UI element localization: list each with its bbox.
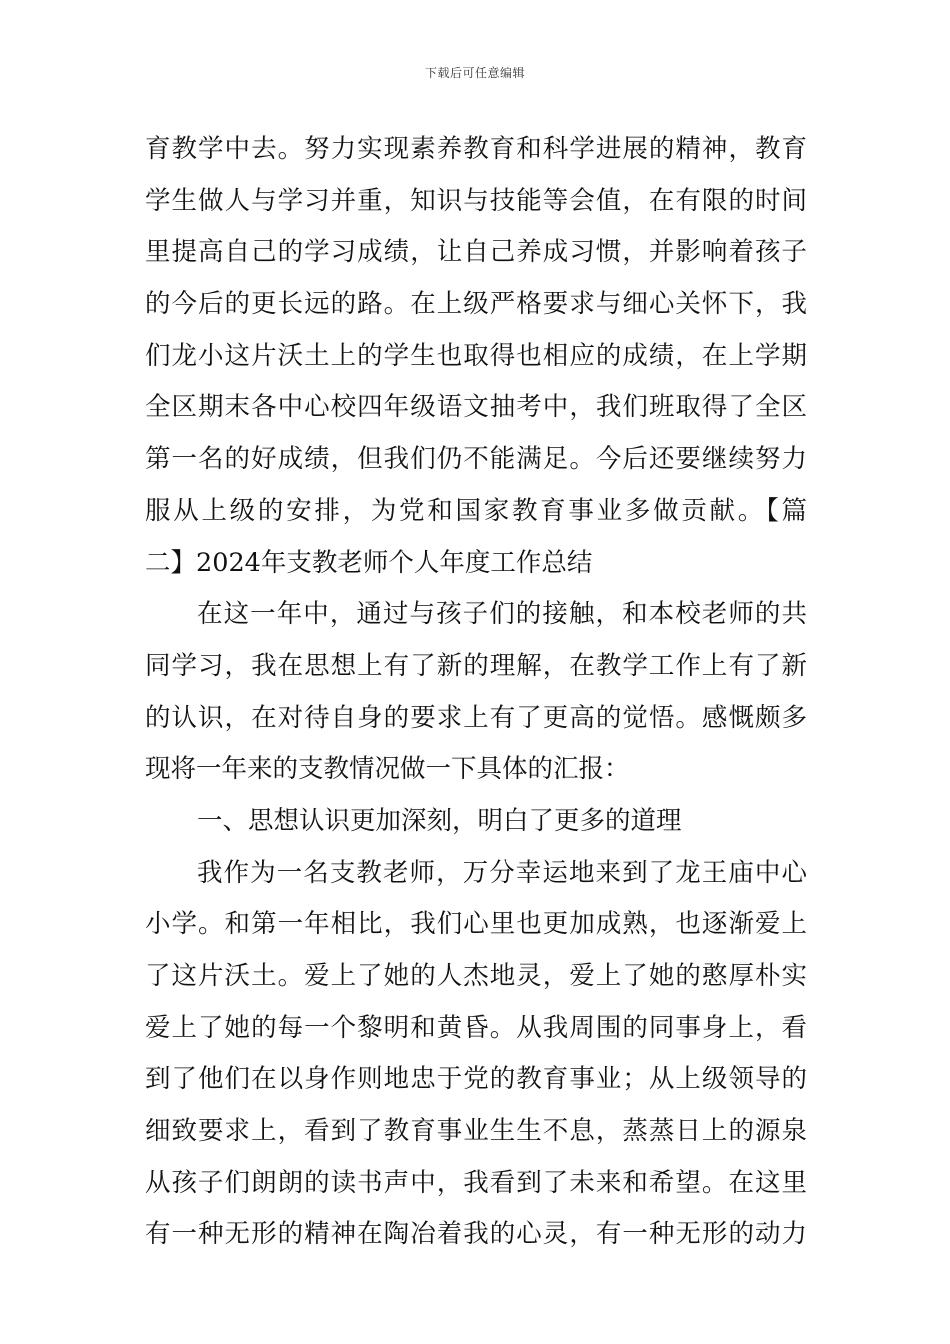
text-line: 细致要求上，看到了教育事业生生不息，蒸蒸日上的源泉: [145, 1116, 807, 1147]
text-line: 的认识，在对待自身的要求上有了更高的觉悟。感慨颇多: [145, 702, 807, 733]
text-line: 同学习，我在思想上有了新的理解，在教学工作上有了新: [145, 650, 807, 681]
text-line: 有一种无形的精神在陶冶着我的心灵，有一种无形的动力: [145, 1219, 807, 1250]
paragraph-start-line: 我作为一名支教老师，万分幸运地来到了龙王庙中心: [197, 857, 807, 888]
text-line: 到了他们在以身作则地忠于党的教育事业；从上级领导的: [145, 1064, 807, 1095]
text-line: 里提高自己的学习成绩，让自己养成习惯，并影响着孩子: [145, 237, 807, 268]
text-line: 了这片沃土。爱上了她的人杰地灵，爱上了她的憨厚朴实: [145, 961, 807, 991]
text-line: 爱上了她的每一个黎明和黄昏。从我周围的同事身上，看: [145, 1012, 807, 1043]
body-text: [145, 124, 807, 1261]
text-line: 们龙小这片沃土上的学生也取得也相应的成绩，在上学期: [145, 340, 807, 371]
section-title-line: 二】2024年支教老师个人年度工作总结: [145, 547, 593, 578]
subheading-line: 一、思想认识更加深刻，明白了更多的道理: [197, 805, 682, 836]
text-line: 从孩子们朗朗的读书声中，我看到了未来和希望。在这里: [145, 1167, 807, 1198]
text-line: 全区期末各中心校四年级语文抽考中，我们班取得了全区: [145, 392, 807, 423]
paragraph-start-line: 在这一年中，通过与孩子们的接触，和本校老师的共: [197, 599, 807, 630]
text-line: 现将一年来的支教情况做一下具体的汇报：: [145, 754, 630, 785]
text-line: 服从上级的安排，为党和国家教育事业多做贡献。【篇: [145, 495, 807, 526]
text-line: 的今后的更长远的路。在上级严格要求与细心关怀下，我: [145, 289, 807, 320]
page-header: 下载后可任意编辑: [424, 66, 525, 80]
text-line: 小学。和第一年相比，我们心里也更加成熟，也逐渐爱上: [145, 909, 807, 940]
text-line: 第一名的好成绩，但我们仍不能满足。今后还要继续努力: [145, 444, 807, 475]
text-line: 学生做人与学习并重，知识与技能等会值，在有限的时间: [145, 185, 807, 216]
text-line: 育教学中去。努力实现素养教育和科学进展的精神，教育: [145, 134, 807, 164]
